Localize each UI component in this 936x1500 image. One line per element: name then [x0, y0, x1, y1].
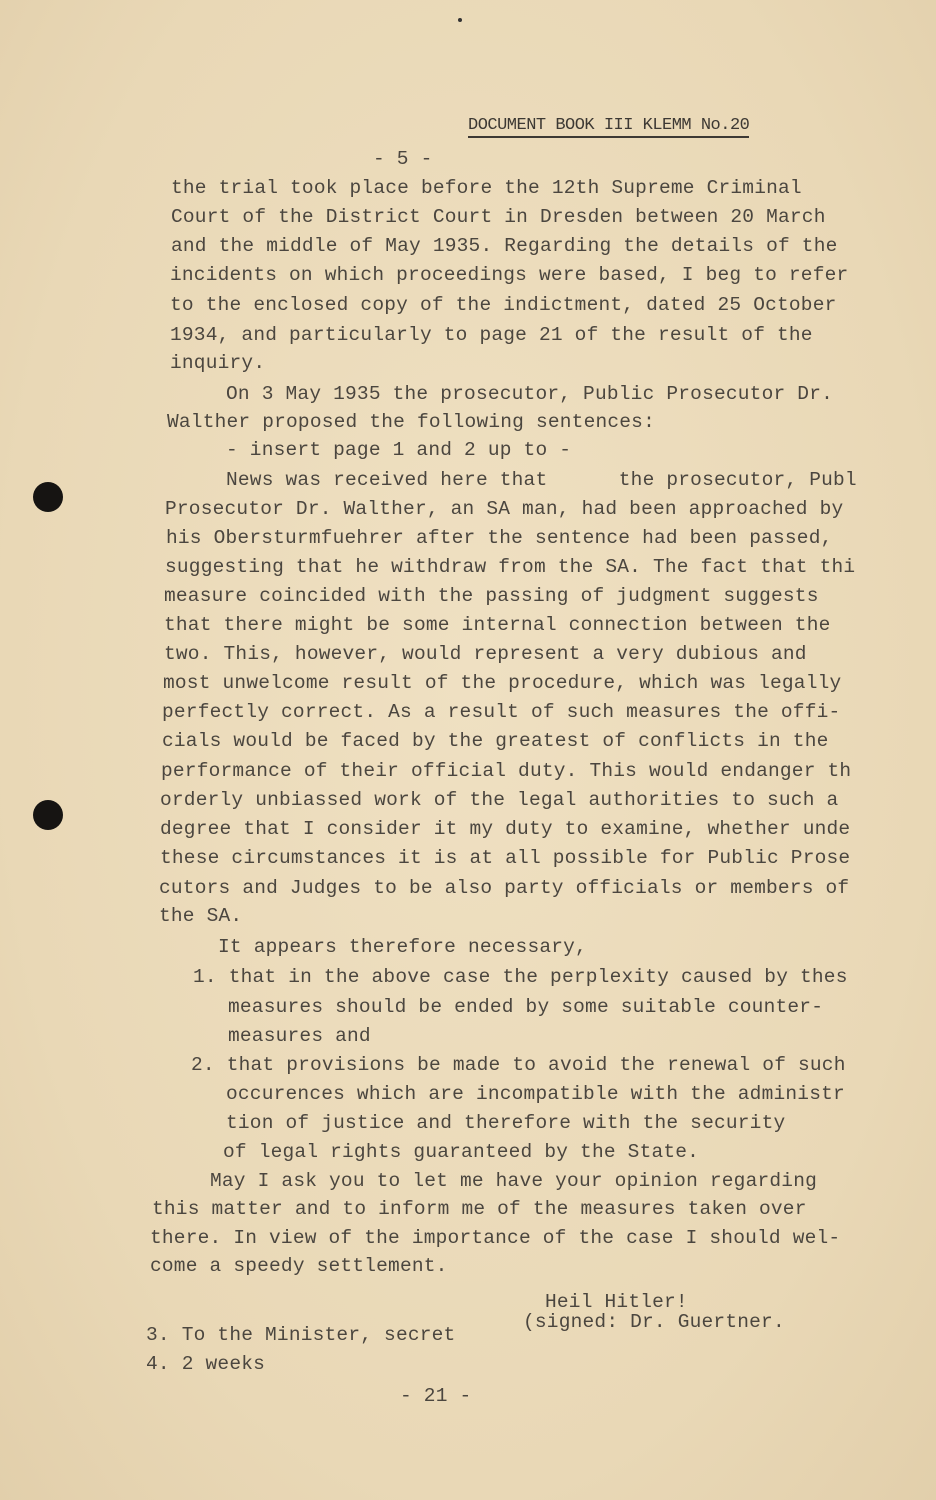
text-line: 1934, and particularly to page 21 of the result of the: [170, 324, 813, 346]
text-line: perfectly correct. As a result of such measures the offi-: [162, 701, 841, 723]
text-line: May I ask you to let me have your opinion regarding: [210, 1170, 817, 1192]
text-line: cials would be faced by the greatest of conflicts in the: [162, 730, 829, 752]
text-line: occurences which are incompatible with the administr: [226, 1083, 845, 1105]
document-book-header: DOCUMENT BOOK III KLEMM No.20: [468, 116, 749, 138]
text-line: measures and: [228, 1025, 371, 1047]
routing-note: 4. 2 weeks: [146, 1353, 266, 1375]
text-line: this matter and to inform me of the measures taken over: [152, 1198, 807, 1220]
text-line: incidents on which proceedings were based, I beg to refer: [170, 264, 849, 286]
text-line: these circumstances it is at all possible for Public Prose: [160, 847, 851, 869]
signature-line: (signed: Dr. Guertner.: [523, 1311, 785, 1333]
text-line: It appears therefore necessary,: [218, 936, 587, 958]
text-line: two. This, however, would represent a very dubious and: [164, 643, 807, 665]
punch-hole-bottom: [33, 800, 63, 830]
text-line: Court of the District Court in Dresden between 20 March: [171, 206, 826, 228]
text-line: On 3 May 1935 the prosecutor, Public Prosecutor Dr.: [226, 383, 833, 405]
text-line: of legal rights guaranteed by the State.: [223, 1141, 700, 1163]
text-line: degree that I consider it my duty to examine, whether unde: [160, 818, 851, 840]
text-line: measure coincided with the passing of judgment suggests: [164, 585, 819, 607]
text-line: to the enclosed copy of the indictment, dated 25 October: [170, 294, 837, 316]
text-line: most unwelcome result of the procedure, which was legally: [163, 672, 842, 694]
text-line: his Obersturmfuehrer after the sentence had been passed,: [166, 527, 833, 549]
text-line: and the middle of May 1935. Regarding the details of the: [171, 235, 838, 257]
text-line: Walther proposed the following sentences:: [167, 411, 655, 433]
closing-salutation: Heil Hitler!: [545, 1291, 688, 1313]
ink-speck: [458, 18, 462, 22]
text-line: orderly unbiassed work of the legal authorities to such a: [160, 789, 839, 811]
page-number-top: - 5 -: [373, 148, 433, 170]
text-line: 2. that provisions be made to avoid the renewal of such: [191, 1054, 846, 1076]
text-line: measures should be ended by some suitable counter-: [228, 996, 824, 1018]
text-line: 1. that in the above case the perplexity caused by thes: [193, 966, 848, 988]
text-line: that there might be some internal connection between the: [164, 614, 831, 636]
text-line: inquiry.: [170, 352, 266, 374]
text-line: the trial took place before the 12th Supreme Criminal: [171, 177, 802, 199]
text-line: tion of justice and therefore with the security: [226, 1112, 786, 1134]
text-line: cutors and Judges to be also party officials or members of: [159, 877, 850, 899]
text-line: the SA.: [159, 905, 243, 927]
text-line: come a speedy settlement.: [150, 1255, 448, 1277]
text-line: performance of their official duty. This would endanger th: [161, 760, 852, 782]
text-line: Prosecutor Dr. Walther, an SA man, had been approached by: [165, 498, 844, 520]
punch-hole-top: [33, 482, 63, 512]
text-line: there. In view of the importance of the case I should wel-: [150, 1227, 841, 1249]
page-number-bottom: - 21 -: [400, 1385, 472, 1407]
routing-note: 3. To the Minister, secret: [146, 1324, 456, 1346]
text-line: News was received here that the prosecutor, Publ: [226, 469, 857, 491]
text-line: suggesting that he withdraw from the SA. The fact that thi: [165, 556, 856, 578]
text-line: - insert page 1 and 2 up to -: [226, 439, 572, 461]
